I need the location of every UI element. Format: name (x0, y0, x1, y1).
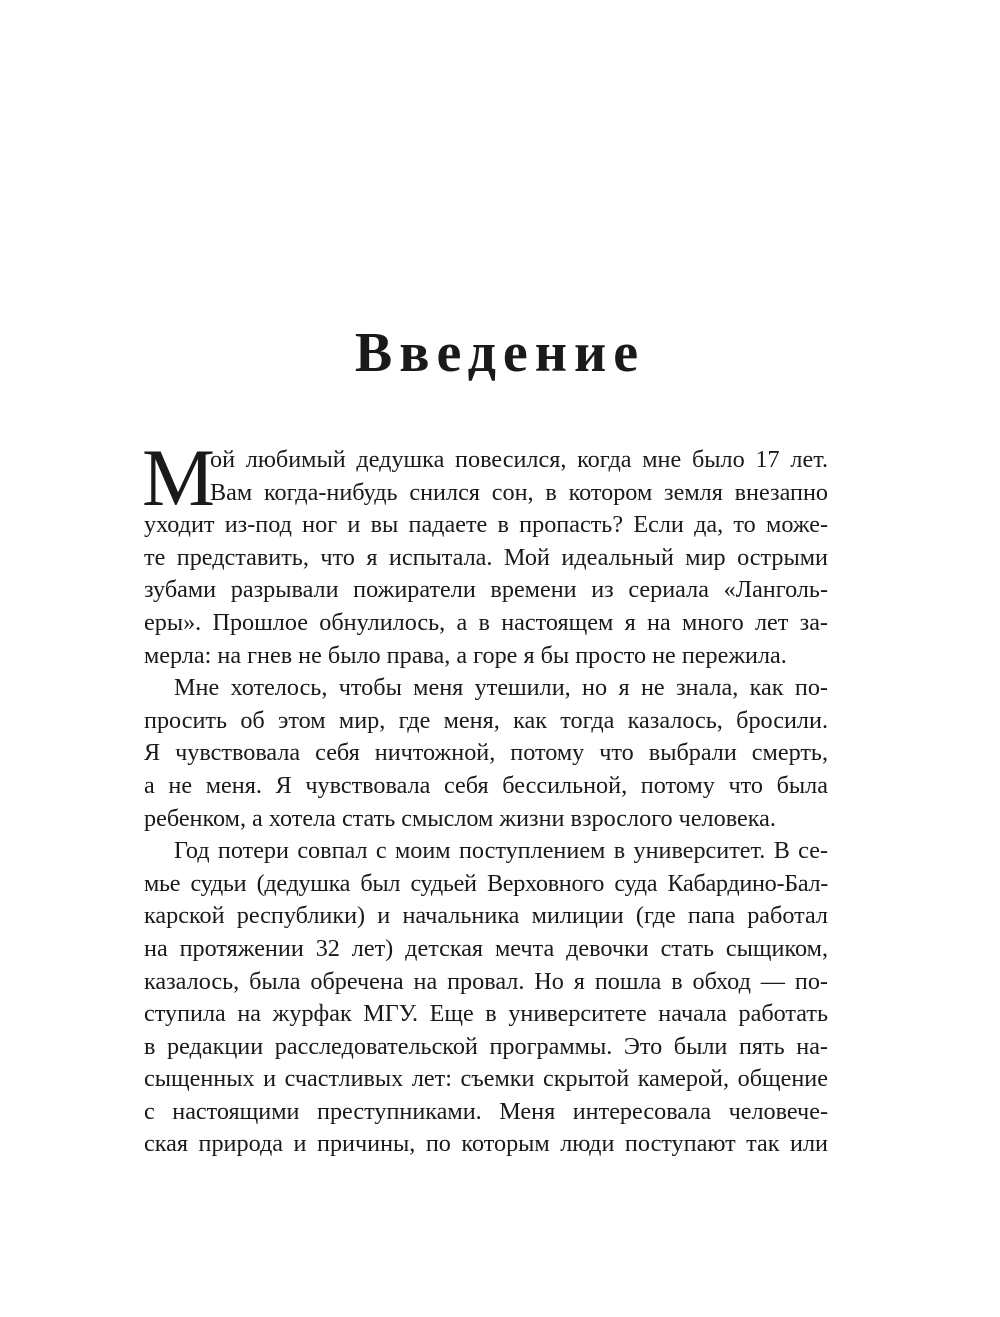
text-line: карской республики) и начальника милиции (где папа работал (144, 902, 828, 930)
text-line: мье судьи (дедушка был судьей Верховного суда Кабардино-Бал- (144, 869, 828, 897)
text-line: ой любимый дедушка повесился, когда мне было 17 лет. (210, 446, 828, 473)
text-line: казалось, была обречена на провал. Но я пошла в обход — по- (144, 967, 828, 995)
chapter-title: Введение (354, 322, 646, 384)
text-line: зубами разрывали пожиратели времени из сериала «Ланголь- (144, 576, 828, 604)
text-line: Я чувствовала себя ничтожной, потому что выбрали смерть, (144, 739, 828, 767)
drop-cap: М (142, 432, 215, 523)
text-line: ская природа и причины, по которым люди поступают так или (144, 1130, 828, 1158)
text-line: на протяжении 32 лет) детская мечта девочки стать сыщиком, (144, 934, 828, 962)
text-line: те представить, что я испытала. Мой идеальный мир острыми (144, 543, 828, 571)
text-line: Вам когда-нибудь снился сон, в котором земля внезапно (210, 478, 828, 506)
text-line: Мне хотелось, чтобы меня утешили, но я не знала, как по- (174, 674, 828, 702)
text-line: с настоящими преступниками. Меня интересовала человече- (144, 1097, 828, 1125)
chapter-body (142, 432, 828, 1161)
text-line: Год потери совпал с моим поступлением в университет. В се- (174, 837, 828, 865)
text-line: ребенком, а хотела стать смыслом жизни взрослого человека. (144, 804, 776, 832)
text-line: сыщенных и счастливых лет: съемки скрытой камерой, общение (144, 1065, 828, 1093)
paragraph-1 (142, 432, 828, 672)
text-line: ступила на журфак МГУ. Еще в университете начала работать (144, 1000, 828, 1028)
paragraph-3 (144, 835, 828, 1161)
text-line: просить об этом мир, где меня, как тогда казалось, бросили. (144, 706, 828, 734)
paragraph-2 (144, 672, 828, 835)
text-line: а не меня. Я чувствовала себя бессильной, потому что была (144, 771, 828, 799)
text-line: уходит из-под ног и вы падаете в пропасть? Если да, то може- (144, 511, 828, 539)
text-line: еры». Прошлое обнулилось, а в настоящем я на много лет за- (144, 608, 828, 636)
text-line: мерла: на гнев не было права, а горе я бы просто не пережила. (144, 641, 787, 669)
text-line: в редакции расследовательской программы. Это были пять на- (144, 1032, 828, 1060)
